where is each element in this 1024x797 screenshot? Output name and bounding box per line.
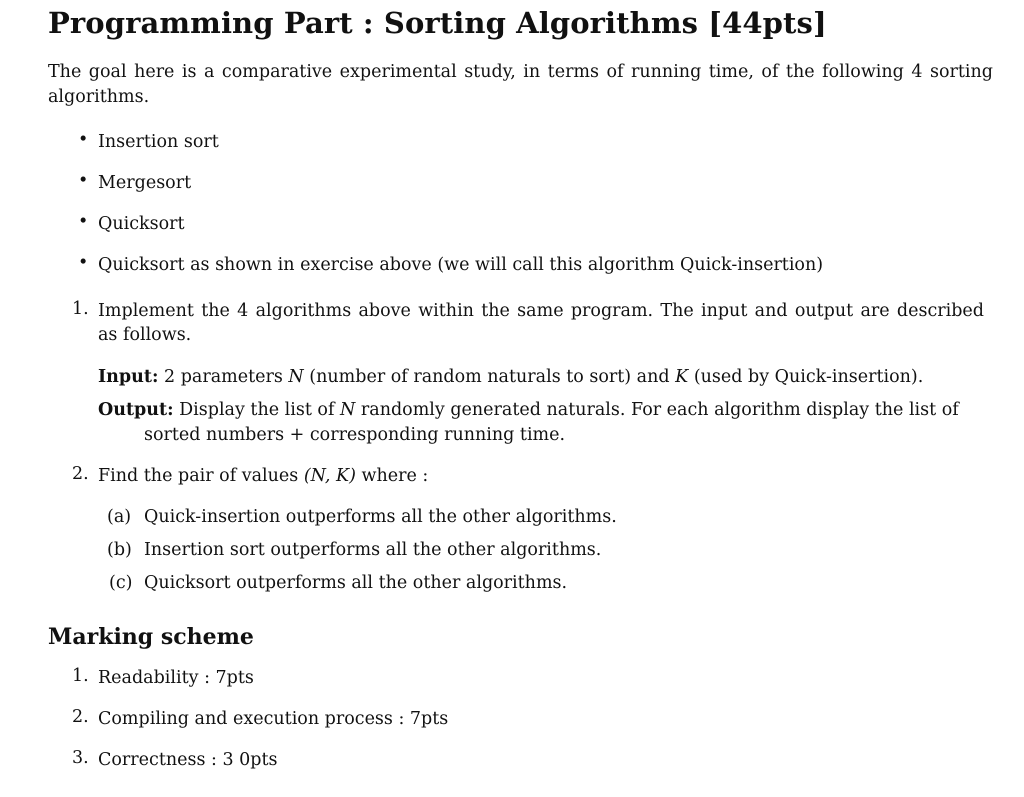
marking-number: 1. — [72, 666, 89, 686]
task-number: 1. — [72, 299, 89, 319]
marking-number: 2. — [72, 707, 89, 727]
input-text: 2 parameters — [164, 367, 283, 387]
marking-item: Correctness : 3 0pts — [98, 750, 278, 770]
task2-text — [98, 464, 428, 488]
task2-text-part: where : — [361, 466, 429, 486]
algorithm-item: Insertion sort — [98, 132, 219, 152]
input-line — [98, 365, 923, 389]
bullet-icon: • — [78, 130, 89, 150]
var-n: N — [340, 400, 356, 420]
subitem-label: (c) — [109, 573, 133, 593]
subitem-label: (b) — [107, 540, 132, 560]
subitem-label: (a) — [107, 507, 132, 527]
input-text: (number of random naturals to sort) and — [309, 367, 670, 387]
marking-number: 3. — [72, 748, 89, 768]
output-line — [98, 398, 959, 422]
var-k: K — [675, 367, 689, 387]
bullet-icon: • — [78, 171, 89, 191]
subitem-text: Quicksort outperforms all the other algorithms. — [144, 573, 568, 593]
pair-nk: (N, K) — [303, 466, 356, 486]
intro-paragraph: The goal here is a comparative experimental study, in terms of running time, of the following 4 sorting algorithms. — [48, 62, 993, 107]
algorithm-item: Mergesort — [98, 173, 192, 193]
algorithm-item: Quicksort — [98, 214, 185, 234]
algorithm-item: Quicksort as shown in exercise above (we will call this algorithm Quick-insertion) — [98, 255, 824, 275]
task2-text-part: Find the pair of values — [98, 466, 299, 486]
task1-text: Implement the 4 algorithms above within the same program. The input and output are described as follows. — [98, 301, 984, 345]
input-text: (used by Quick-insertion). — [693, 367, 924, 387]
input-label: Input: — [98, 367, 159, 387]
output-label: Output: — [98, 400, 174, 420]
subitem-text: Insertion sort outperforms all the other algorithms. — [144, 540, 602, 560]
marking-item: Readability : 7pts — [98, 668, 254, 688]
output-text: Display the list of — [179, 400, 335, 420]
page-title: Programming Part : Sorting Algorithms [44pts] — [48, 6, 827, 40]
output-text: randomly generated naturals. For each algorithm display the list of — [360, 400, 959, 420]
var-n: N — [288, 367, 304, 387]
subitem-text: Quick-insertion outperforms all the other algorithms. — [144, 507, 617, 527]
bullet-icon: • — [78, 253, 89, 273]
bullet-icon: • — [78, 212, 89, 232]
marking-item: Compiling and execution process : 7pts — [98, 709, 449, 729]
marking-heading: Marking scheme — [48, 624, 254, 650]
output-text-continued: sorted numbers + corresponding running time. — [144, 425, 566, 445]
task-number: 2. — [72, 464, 89, 484]
